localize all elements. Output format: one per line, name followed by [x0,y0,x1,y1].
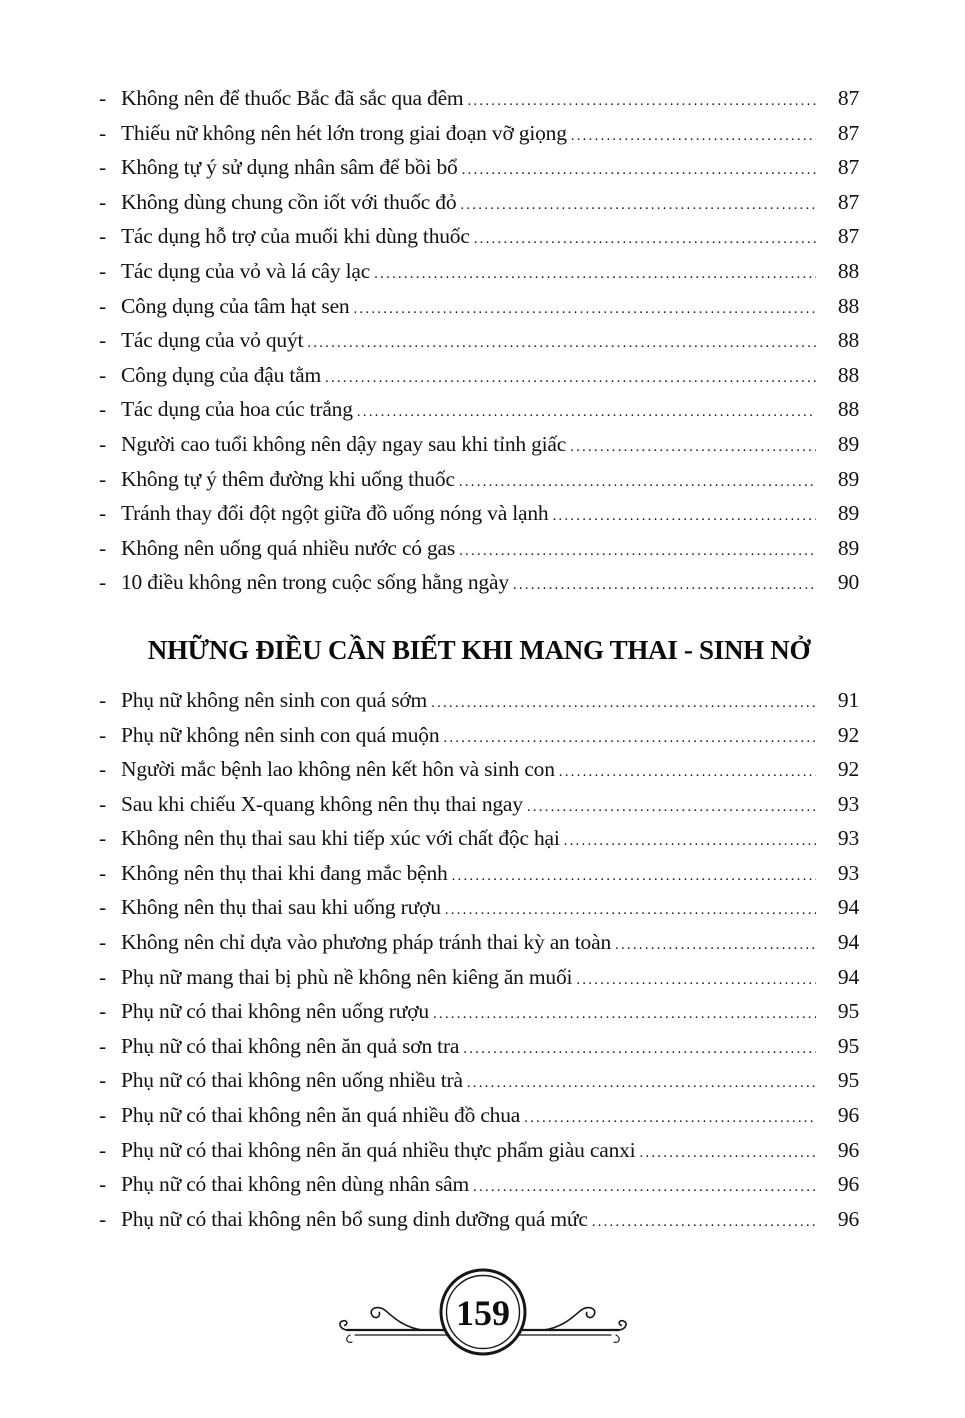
toc-entry [99,1103,859,1138]
toc-entry [99,224,859,259]
dot-leader [463,1041,816,1058]
toc-entry-bullet: - [99,120,106,145]
toc-entry-bullet: - [99,293,106,318]
toc-entry-page: 94 [837,930,859,955]
dot-leader [474,231,816,248]
dot-leader [592,1214,816,1231]
toc-entry-page: 96 [837,1137,859,1162]
toc-entry [99,757,859,792]
toc [99,86,859,1241]
toc-entry-title: Tác dụng của vỏ và lá cây lạc [121,258,371,283]
dot-leader [325,370,816,387]
toc-entry [99,363,859,398]
toc-entry-page: 96 [837,1103,859,1128]
toc-entry-title: Phụ nữ có thai không nên ăn quá nhiều thực phẩm giàu canxi [121,1137,636,1162]
toc-entry-page: 95 [837,1068,859,1093]
dot-leader [452,868,816,885]
toc-entry-title: Phụ nữ có thai không nên dùng nhân sâm [121,1172,470,1197]
dot-leader [459,474,816,491]
toc-entry-page: 96 [837,1172,859,1197]
dot-leader [467,93,816,110]
toc-entry-page: 91 [837,687,859,712]
toc-entry [99,965,859,1000]
toc-entry-title: Thiếu nữ không nên hét lớn trong giai đoạn vỡ giọng [121,120,567,145]
toc-entry-title: Không tự ý sử dụng nhân sâm để bồi bổ [121,155,458,180]
dot-leader [462,162,816,179]
dot-leader [357,404,816,421]
toc-entry-title: Phụ nữ có thai không nên uống rượu [121,999,429,1024]
toc-entry-bullet: - [99,86,106,110]
toc-entry-bullet: - [99,535,106,560]
toc-entry-page: 93 [837,860,859,885]
toc-entry-page: 87 [837,224,859,249]
toc-entry-title: Phụ nữ có thai không nên ăn quá nhiều đồ chua [121,1103,521,1128]
toc-entry-bullet: - [99,687,106,712]
toc-entry-title: Phụ nữ không nên sinh con quá muộn [121,722,440,747]
toc-entry-bullet: - [99,328,106,353]
toc-entry-page: 89 [837,501,859,526]
toc-entry [99,397,859,432]
toc-entry-page: 88 [837,328,859,353]
dot-leader [445,902,816,919]
toc-entry [99,86,859,121]
toc-entry-page: 92 [837,722,859,747]
toc-entry-title: Không nên để thuốc Bắc đã sắc qua đêm [121,86,464,110]
toc-entry [99,1207,859,1242]
dot-leader [576,972,816,989]
toc-entry [99,826,859,861]
toc-entry [99,190,859,225]
toc-entry-bullet: - [99,1103,106,1128]
toc-entry-page: 88 [837,397,859,422]
toc-entry [99,1068,859,1103]
dot-leader [473,1179,816,1196]
toc-entry-page: 88 [837,293,859,318]
toc-entry-page: 89 [837,535,859,560]
toc-entry-title: Phụ nữ không nên sinh con quá sớm [121,687,428,712]
toc-entry-bullet: - [99,1206,106,1231]
toc-entry-title: Không nên uống quá nhiều nước có gas [121,535,456,560]
toc-entry-title: Không dùng chung cồn iốt với thuốc đỏ [121,189,457,214]
dot-leader [524,1110,816,1127]
toc-entry-bullet: - [99,224,106,249]
toc-entry [99,467,859,502]
toc-entry-page: 87 [837,155,859,180]
toc-entry [99,1034,859,1069]
toc-entry-page: 90 [837,570,859,595]
dot-leader [639,1145,816,1162]
toc-entry-bullet: - [99,501,106,526]
toc-entry [99,121,859,156]
dot-leader [564,833,816,850]
toc-entry-page: 93 [837,791,859,816]
toc-entry-bullet: - [99,757,106,782]
toc-entry-page: 95 [837,1033,859,1058]
toc-entry [99,930,859,965]
toc-entry-title: Phụ nữ có thai không nên ăn quả sơn tra [121,1033,460,1058]
toc-entry-title: Tác dụng của vỏ quýt [121,328,304,353]
toc-entry-title: 10 điều không nên trong cuộc sống hằng ngày [121,570,509,595]
toc-entry-page: 94 [837,895,859,920]
toc-entry-bullet: - [99,466,106,491]
toc-entry-title: Người mắc bệnh lao không nên kết hôn và sinh con [121,757,555,782]
toc-entry [99,895,859,930]
dot-leader [443,730,816,747]
toc-entry [99,723,859,758]
toc-entry-page: 94 [837,964,859,989]
toc-entry-page: 87 [837,86,859,110]
toc-entry [99,432,859,467]
page-number: 159 [455,1293,510,1333]
dot-leader [552,508,816,525]
toc-entry-bullet: - [99,722,106,747]
page-footer [0,1264,965,1374]
toc-entry-bullet: - [99,1068,106,1093]
toc-entry-page: 93 [837,826,859,851]
toc-entry-bullet: - [99,1033,106,1058]
toc-entry-title: Tác dụng của hoa cúc trắng [121,397,353,422]
toc-entry-bullet: - [99,189,106,214]
dot-leader [307,335,816,352]
toc-entry-title: Phụ nữ có thai không nên uống nhiều trà [121,1068,463,1093]
toc-entry-bullet: - [99,431,106,456]
toc-entry [99,1172,859,1207]
toc-entry-title: Không nên thụ thai khi đang mắc bệnh [121,860,448,885]
toc-entry-page: 89 [837,466,859,491]
toc-entry-bullet: - [99,1172,106,1197]
toc-entry-page: 96 [837,1206,859,1231]
toc-entry-title: Phụ nữ có thai không nên bổ sung dinh dưỡng quá mức [121,1206,588,1231]
toc-entry-bullet: - [99,999,106,1024]
toc-entry-title: Phụ nữ mang thai bị phù nề không nên kiêng ăn muối [121,964,573,989]
toc-entry-page: 87 [837,189,859,214]
toc-entry-title: Không nên chỉ dựa vào phương pháp tránh thai kỳ an toàn [121,930,611,955]
toc-entry-page: 88 [837,362,859,387]
footer-flourish-ornament [333,1264,633,1374]
dot-leader [374,266,816,283]
toc-entry [99,294,859,329]
toc-entry-title: Tác dụng hỗ trợ của muối khi dùng thuốc [121,224,470,249]
toc-entry-page: 87 [837,120,859,145]
toc-entry [99,259,859,294]
dot-leader [467,1075,816,1092]
toc-entry-page: 95 [837,999,859,1024]
toc-entry [99,999,859,1034]
dot-leader [460,197,816,214]
toc-entry-bullet: - [99,397,106,422]
toc-entry-bullet: - [99,258,106,283]
toc-entry-title: Tránh thay đổi đột ngột giữa đồ uống nóng và lạnh [121,501,549,526]
toc-entry [99,501,859,536]
toc-entry [99,861,859,896]
toc-entry-page: 88 [837,258,859,283]
toc-entry-page: 89 [837,431,859,456]
toc-entry [99,328,859,363]
dot-leader [433,1006,816,1023]
dot-leader [353,301,816,318]
toc-entry-bullet: - [99,860,106,885]
dot-leader [431,695,816,712]
toc-entry-title: Không nên thụ thai sau khi tiếp xúc với chất độc hại [121,826,560,851]
dot-leader [513,577,816,594]
toc-entry [99,570,859,605]
toc-entry-bullet: - [99,791,106,816]
dot-leader [527,799,816,816]
toc-entry-bullet: - [99,155,106,180]
toc-entry [99,1138,859,1173]
dot-leader [459,543,816,560]
toc-entry-title: Công dụng của tâm hạt sen [121,293,350,318]
toc-entry-bullet: - [99,964,106,989]
section-heading: NHỮNG ĐIỀU CẦN BIẾT KHI MANG THAI - SINH NỞ [147,634,811,665]
toc-entry [99,536,859,571]
toc-entry-title: Người cao tuổi không nên dậy ngay sau khi tỉnh giấc [121,431,567,456]
toc-entry-title: Công dụng của đậu tằm [121,362,322,387]
toc-entry-title: Không tự ý thêm đường khi uống thuốc [121,466,455,491]
toc-entry-bullet: - [99,362,106,387]
dot-leader [559,764,816,781]
toc-entry-bullet: - [99,895,106,920]
toc-entry-bullet: - [99,1137,106,1162]
dot-leader [570,439,816,456]
toc-entry-bullet: - [99,930,106,955]
toc-entry-bullet: - [99,826,106,851]
toc-entry-bullet: - [99,570,106,595]
toc-entry [99,688,859,723]
toc-entry [99,792,859,827]
toc-entry-page: 92 [837,757,859,782]
toc-entry-title: Sau khi chiếu X-quang không nên thụ thai ngay [121,791,523,816]
dot-leader [615,937,816,954]
dot-leader [571,128,816,145]
toc-entry [99,155,859,190]
toc-entry-title: Không nên thụ thai sau khi uống rượu [121,895,441,920]
